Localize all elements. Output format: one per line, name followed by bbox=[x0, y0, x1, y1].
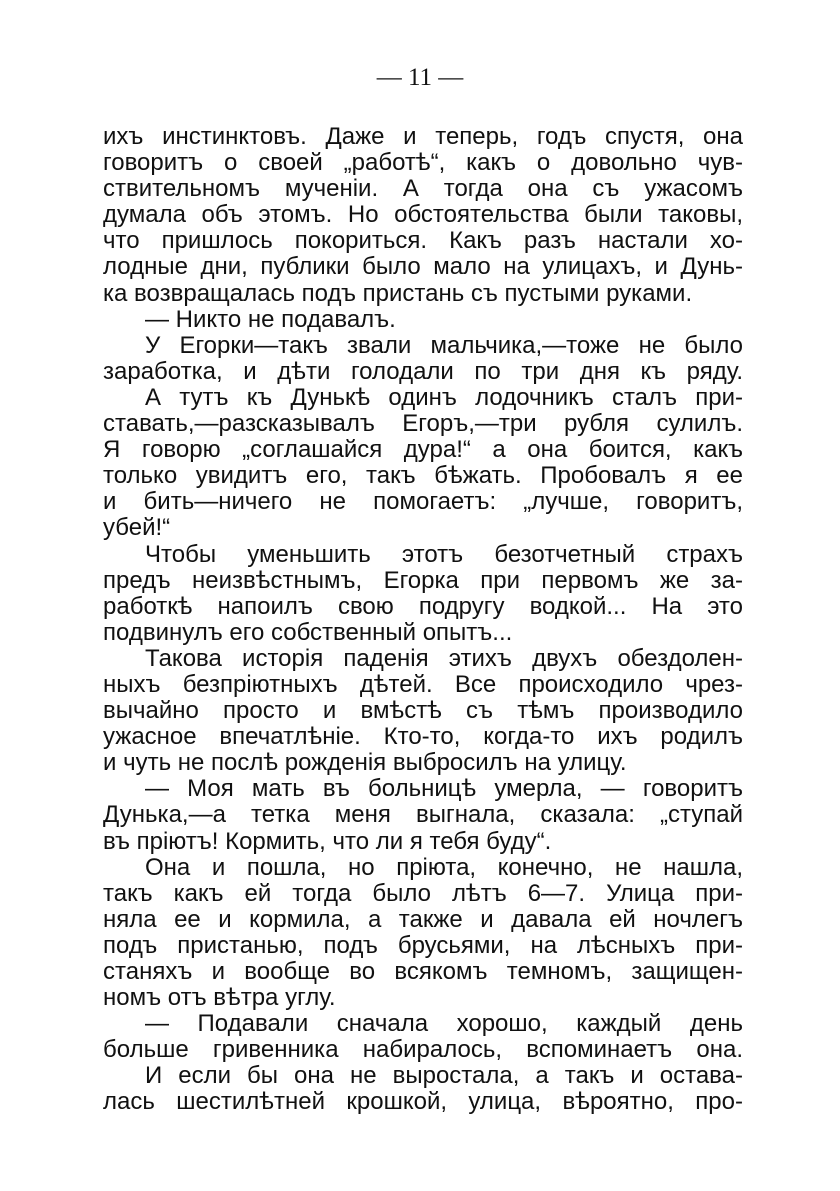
text-line: няла ее и кормила, а также и давала ей ночлегъ bbox=[103, 905, 743, 933]
text-line: предъ неизвѣстнымъ, Егорка при первомъ же за- bbox=[103, 566, 743, 594]
text-line: и бить—ничего не помогаетъ: „лучше, говоритъ, bbox=[103, 488, 743, 516]
text-line: лась шестилѣтней крошкой, улица, вѣроятно, про- bbox=[103, 1088, 743, 1116]
body-text bbox=[103, 124, 743, 1116]
page-number: — 11 — bbox=[376, 64, 464, 91]
text-line: ихъ инстинктовъ. Даже и теперь, годъ спустя, она bbox=[103, 123, 743, 150]
text-line: что пришлось покориться. Какъ разъ настали хо- bbox=[103, 227, 743, 255]
text-line: подвинулъ его собственный опытъ... bbox=[103, 618, 513, 646]
text-line: Я говорю „соглашайся дура!“ а она боится, какъ bbox=[103, 436, 743, 464]
text-line: — Моя мать въ больницѣ умерла, — говоритъ bbox=[145, 775, 743, 803]
text-line: работкѣ напоилъ свою подругу водкой... На это bbox=[103, 592, 743, 620]
text-line: И если бы она не выростала, а такъ и остава- bbox=[145, 1062, 743, 1090]
text-line: ныхъ безпріютныхъ дѣтей. Все происходило чрез- bbox=[103, 670, 743, 698]
text-line: убей!“ bbox=[103, 514, 171, 542]
text-line: Такова исторія паденія этихъ двухъ обездолен- bbox=[145, 644, 743, 672]
text-line: вычайно просто и вмѣстѣ съ тѣмъ производило bbox=[103, 697, 743, 725]
text-line: станяхъ и вообще во всякомъ темномъ, защищен- bbox=[103, 958, 743, 985]
text-line: Дунька,—а тетка меня выгнала, сказала: „ступай bbox=[103, 801, 743, 829]
text-line: номъ отъ вѣтра углу. bbox=[103, 984, 336, 1012]
text-line: думала объ этомъ. Но обстоятельства были таковы, bbox=[103, 201, 743, 229]
text-line: Чтобы уменьшить этотъ безотчетный страхъ bbox=[145, 540, 743, 568]
text-line: ствительномъ мученіи. А тогда она съ ужасомъ bbox=[103, 175, 743, 203]
text-line: только увидитъ его, такъ бѣжать. Пробовалъ я ее bbox=[103, 462, 743, 490]
text-line: ужасное впечатлѣніе. Кто-то, когда-то ихъ родилъ bbox=[103, 723, 743, 751]
text-line: въ пріютъ! Кормить, что ли я тебя буду“. bbox=[103, 827, 552, 855]
text-line: говоритъ о своей „работѣ“, какъ о довольно чув- bbox=[103, 149, 743, 177]
text-line: ставать,—разсказывалъ Егоръ,—три рубля сулилъ. bbox=[103, 410, 743, 438]
text-line: — Никто не подавалъ. bbox=[145, 305, 396, 333]
text-line: подъ пристанью, подъ брусьями, на лѣсныхъ при- bbox=[103, 931, 743, 959]
text-line: и чуть не послѣ рожденія выбросилъ на улицу. bbox=[103, 749, 627, 777]
text-line: А тутъ къ Дунькѣ одинъ лодочникъ сталъ при- bbox=[145, 383, 743, 411]
text-line: У Егорки—такъ звали мальчика,—тоже не было bbox=[145, 331, 743, 359]
text-line: лодные дни, публики было мало на улицахъ, и Дунь- bbox=[103, 253, 743, 281]
text-line: заработка, и дѣти голодали по три дня къ ряду. bbox=[103, 357, 743, 385]
text-line: такъ какъ ей тогда было лѣтъ 6—7. Улица при- bbox=[103, 879, 743, 907]
text-line: — Подавали сначала хорошо, каждый день bbox=[145, 1010, 743, 1038]
text-line: ка возвращалась подъ пристань съ пустыми руками. bbox=[103, 279, 693, 307]
text-line: больше гривенника набиралось, вспоминаетъ она. bbox=[103, 1036, 743, 1064]
text-line: Она и пошла, но пріюта, конечно, не нашла, bbox=[145, 853, 743, 881]
